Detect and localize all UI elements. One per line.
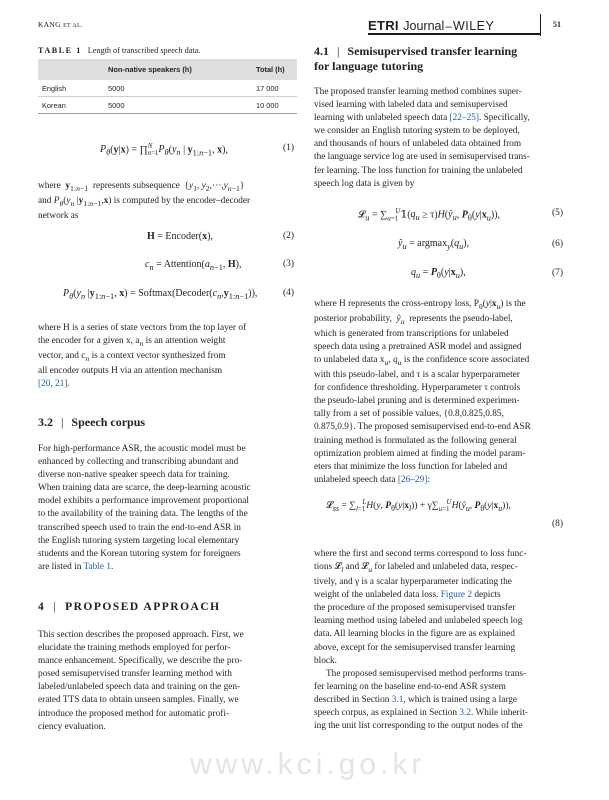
section-4-body: This section describes the proposed approach. First, we elucidate the training methods employed for perfor- mance enhancement. Specifically, we describe the pro- posed semisupervised transfer learning method with labeled/unlabeled speech data and training on the gen- erated TTS data to obtain unseen samples. Finally, we introduce the proposed method for automatic profi- ciency evaluation. — [38, 630, 244, 732]
section-4-1-para-2: where H represents the cross-entropy loss, $P_\theta(y|x_u)$ is the posterior probability, $ŷ_u$ represents the pseudo-label, which is generated from transcriptions for unlabeled speech data using a pretrained ASR model and assigned to unlabeled data $x_u$, $q_u$ is the confidence score associated with this pseudo-label, and τ is a scalar hyperparameter for confidence thresholding. Hyperparameter τ controls the pseudo-label pruning and is determined experimen- tally from a set of possible values, {0.8,0.825,0.85, 0.875,0.9}. The proposed semisupervised end-to-end ASR training method is formulated as the following general optimization problem aimed at finding the model param- eters that minimize the loss function for labeled and unlabeled speech data [26–29]: — [314, 299, 531, 485]
equation-7: $q_u = P_\theta(y|x_u)$, — [411, 267, 466, 280]
where-clause-1: where $y_{1:n-1}$ represents subsequence {$y_1$, $y_2,\cdots,y_{n-1}$} and $P_\theta(y_n$ $|y_{1:n-1},x$) is computed by the encoder–decoder network as — [38, 181, 251, 221]
equation-4: $P_\theta(y_n$ $|y_{1:n-1}$, $x) = Softmax(Decoder(c_n,y_{1:n-1}))$, — [63, 288, 258, 301]
section-4-1-para-4: The proposed semisupervised method performs trans- fer learning on the baseline end-to-end ASR system described in Section 3.1, which is trained using a large speech corpus, as explained in Section 3.2. While inherit- ing the unit list corresponding to the output nodes of the — [314, 669, 528, 732]
journal-logo: ETRI Journal–WILEY — [368, 18, 495, 33]
equation-2: H = Encoder(x), — [147, 231, 213, 242]
header-rule — [368, 33, 540, 35]
logo-wiley: WILEY — [452, 19, 495, 33]
equation-3: $c_n$ = $Attention(a_{n-1}$, H), — [145, 259, 242, 272]
page-number: 51 — [553, 20, 561, 29]
equation-3-number: (3) — [283, 259, 295, 269]
equation-8-number: (8) — [552, 519, 564, 529]
equation-6-number: (6) — [552, 239, 564, 249]
equation-4-number: (4) — [283, 288, 295, 298]
section-4-heading: 4 | PROPOSED APPROACH — [38, 601, 221, 613]
equation-7-number: (7) — [552, 268, 564, 278]
equation-5: 𝓛$_u$ = $\sum_{u=1}^U𝟙(q_u$ ≥ $\tau)H(ŷ_u$, $P_\theta(y|x_u)$), — [358, 207, 501, 223]
equation-5-number: (5) — [552, 208, 564, 218]
table-header-row: Non-native speakers (h) Total (h) — [38, 59, 297, 80]
running-header-authors: KANG ET AL. — [38, 20, 83, 29]
header-divider — [540, 14, 541, 36]
section-3-2-heading: 3.2 | Speech corpus — [38, 415, 146, 429]
section-4-1-para-3: where the first and second terms correspond to loss func- tions 𝓛$_l$ and 𝓛$_u$ for labeled and unlabeled data, respec- tively, and γ is a scalar hyperparameter indicating the weight of the unlabeled data loss. Figure 2 depicts the procedure of the proposed semisupervised transfer learning method using labeled and unlabeled speech log data. All learning blocks in the figure are as explained above, except for the semisupervised transfer learning block. — [314, 549, 527, 666]
section-3-2-body: For high-performance ASR, the acoustic model must be enhanced by collecting and transcribing abundant and diverse non-native speaker speech data for training. When training data are scarce, the deep-learning acoustic model exhibits a performance improvement proportional to the availability of the training data. The lengths of the transcribed speech used to train the end-to-end ASR in the English tutoring system targeting local elementary students and the Korean tutoring system for foreigners are listed in Table 1. — [38, 444, 251, 572]
section-4-1-heading: 4.1 | Semisupervised transfer learning for language tutoring — [314, 44, 518, 73]
equation-2-number: (2) — [283, 231, 295, 241]
logo-etri: ETRI — [368, 18, 399, 33]
equation-6: $ŷ_u = argmax_y(q_u)$, — [398, 238, 470, 251]
speech-data-table — [38, 59, 297, 114]
table-row: Korean 5000 10 000 — [38, 97, 297, 114]
table-caption: TABLE 1 Length of transcribed speech data. — [38, 46, 201, 55]
equation-1: $P_\theta(y|x)$ = $\prod^N_{n=1}P_\theta(y_n$ | $y_{1:n-1}$, x), — [100, 142, 228, 158]
watermark: www.kci.go.kr — [190, 748, 426, 781]
table-row: English 5000 17 000 — [38, 80, 297, 97]
logo-journal: Journal — [403, 19, 445, 33]
equation-8: 𝓛$_{ss}$ = $\sum_{l=1}^LH(y$, $P_\theta(y|x_l)$) + $\gamma\sum_{u=1}^UH(ŷ_u$, $P_\theta(y|x_u)$), — [326, 498, 511, 514]
equation-1-number: (1) — [283, 143, 295, 153]
section-4-1-para-1: The proposed transfer learning method combines super- vised learning with labeled data and semisupervised learning with unlabeled speech data [22–25]. Specifically, we consider an English tutoring system to be deployed, and thousands of hours of unlabeled data obtained from the language service log are used in semisupervised trans- fer learning. The loss function for training the unlabeled speech log data is given by — [314, 87, 530, 189]
paragraph-attention: where H is a series of state vectors from the top layer of the encoder for a given x, $a_n$ is an attention weight vector, and $c_n$ is a context vector synthesized from all encoder outputs H via an attention mechanism [20, 21]. — [38, 323, 247, 390]
